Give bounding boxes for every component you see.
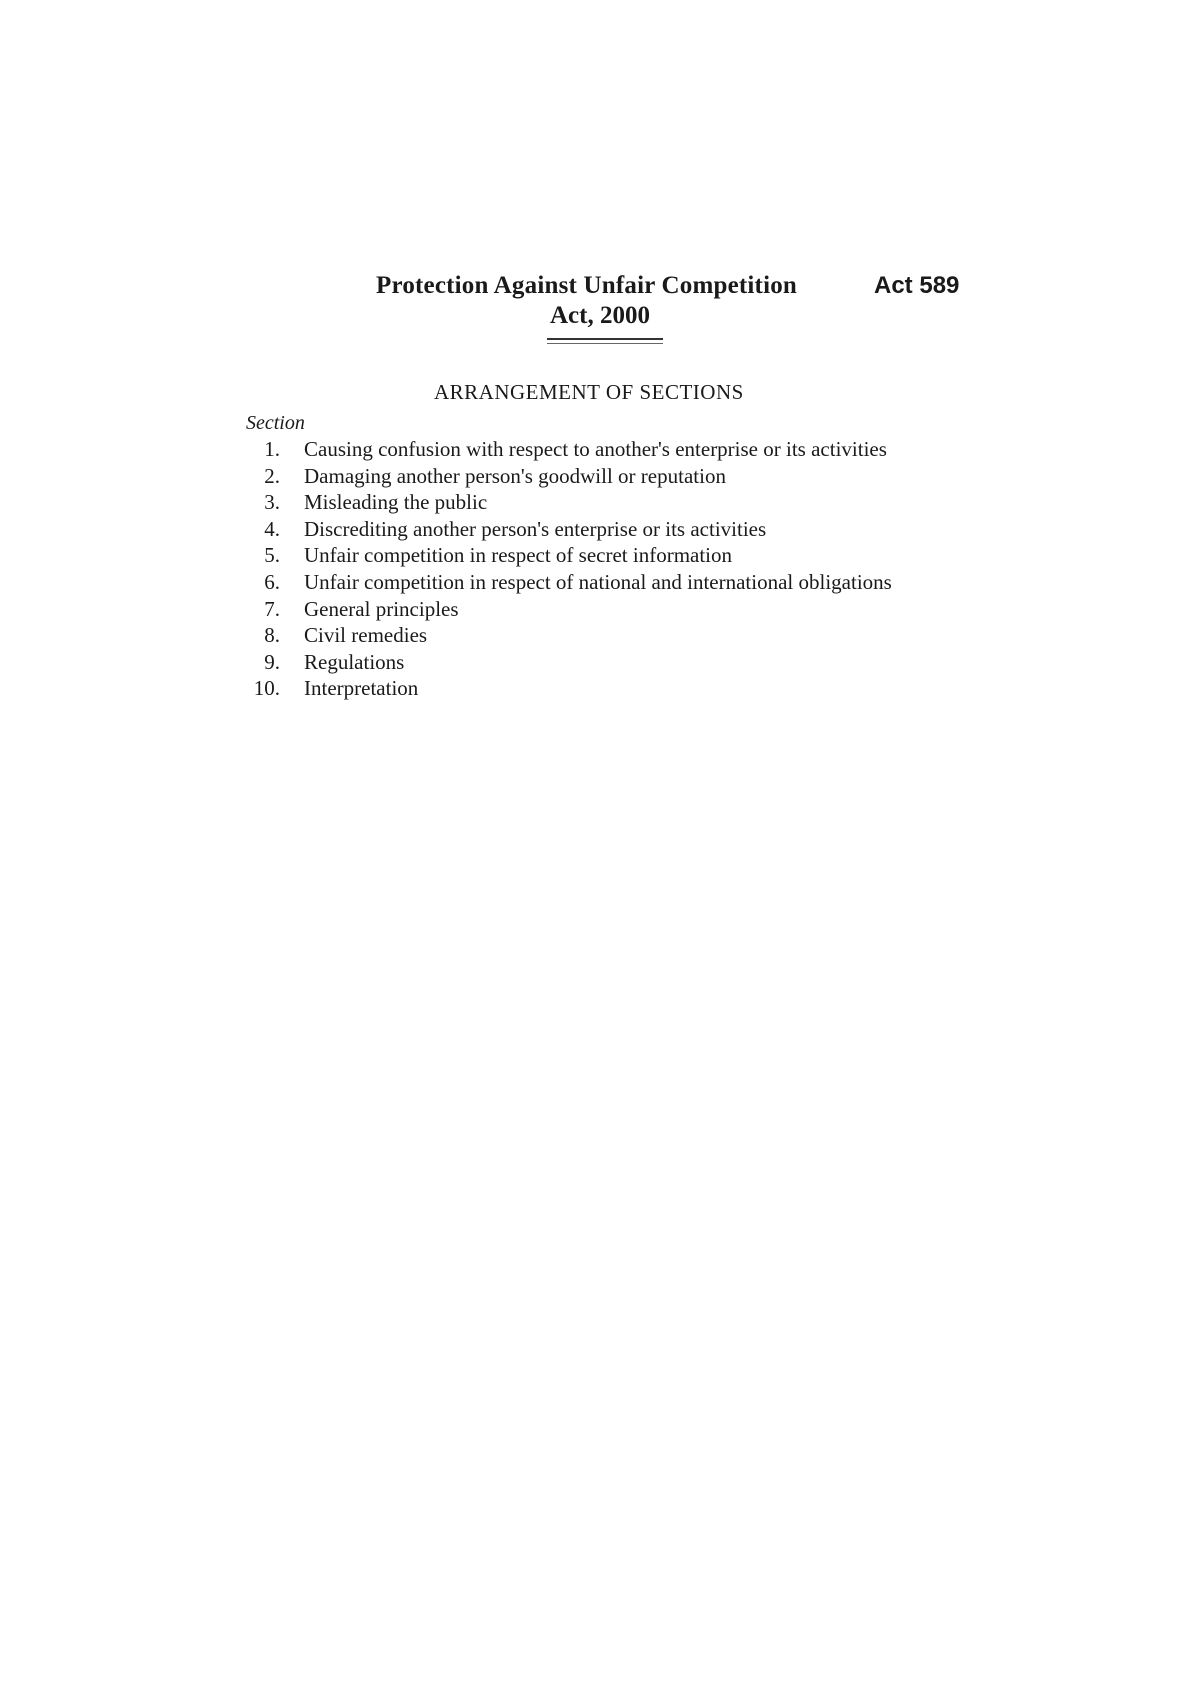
section-number: 8. — [264, 623, 280, 648]
act-number: Act 589 — [874, 272, 960, 299]
section-title: Misleading the public — [304, 490, 488, 515]
section-number: 7. — [264, 596, 280, 621]
section-title: Civil remedies — [304, 623, 428, 648]
section-number: 5. — [264, 543, 280, 568]
section-number: 4. — [264, 516, 280, 541]
arrangement-heading: ARRANGEMENT OF SECTIONS — [434, 380, 744, 404]
title-underline-secondary — [547, 343, 663, 344]
section-column-label: Section — [246, 412, 305, 434]
title-block — [370, 272, 980, 329]
section-title: Discrediting another person's enterprise or its activities — [304, 516, 767, 541]
section-title: Interpretation — [304, 676, 419, 701]
section-number: 9. — [264, 649, 280, 674]
title-underline — [547, 338, 663, 340]
act-year: Act, 2000 — [550, 302, 650, 329]
section-title: General principles — [304, 596, 459, 621]
section-title: Unfair competition in respect of secret information — [304, 543, 733, 568]
section-number: 3. — [264, 490, 280, 515]
section-number: 2. — [264, 463, 280, 488]
act-name: Protection Against Unfair Competition — [376, 272, 798, 299]
title-line — [370, 272, 980, 306]
section-title: Regulations — [304, 649, 405, 674]
section-title: Unfair competition in respect of national and international obligations — [304, 569, 892, 594]
section-title: Damaging another person's goodwill or reputation — [304, 463, 726, 488]
section-number: 6. — [264, 569, 280, 594]
section-title: Causing confusion with respect to another's enterprise or its activities — [304, 437, 887, 461]
section-number: 1. — [264, 437, 280, 461]
section-number: 10. — [253, 676, 280, 701]
